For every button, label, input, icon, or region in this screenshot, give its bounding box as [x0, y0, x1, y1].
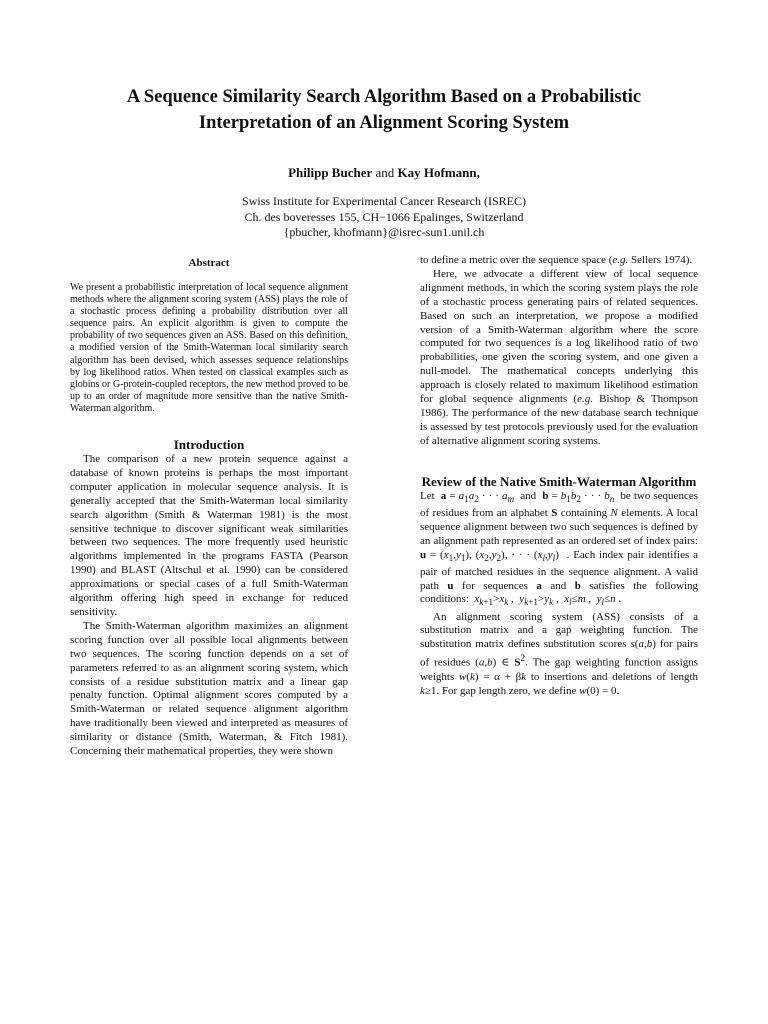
intro-paragraph-4: Here, we advocate a different view of local sequence alignment methods, in which the scoring system plays the role of a stochastic process generating pairs of related sequences. Based on such an interpretation, we propose a modified version of a Smith-Waterman algorithm where the score computed for two sequences is a log likelihood ratio of two probabilities, one given the scoring system, and one given a null-model. The mathematical concepts underlying this approach is closely related to maximum likelihood estimation for global sequence alignments (e.g. Bishop & Thompson 1986). The performance of the new database search technique is assessed by test protocols previously used for the evaluation of alternative alignment scoring systems. — [420, 267, 698, 447]
paper-title: A Sequence Similarity Search Algorithm Based on a Probabilistic Interpretation of an Alignment Scoring System — [126, 87, 642, 133]
affiliation-line-2: Ch. des boveresses 155, CH−1066 Epalinges, Switzerland — [244, 209, 524, 224]
intro-paragraph-2: The Smith-Waterman algorithm maximizes an alignment scoring function over all possible local alignments between two sequences. The scoring function depends on a set of parameters referred to as an alignment scoring system, which consists of a residue substitution matrix and a linear gap penalty function. Optimal alignment scores computed by a Smith-Waterman or related sequence alignment algorithm have traditionally been viewed and interpreted as measures of similarity or distance (Smith, Waterman, & Fitch 1981). Concerning their mathematical properties, they were shown — [70, 619, 348, 758]
intro-paragraph-3: to define a metric over the sequence space (e.g. Sellers 1974). — [420, 254, 693, 266]
left-column — [70, 254, 348, 759]
abstract-text: We present a probabilistic interpretation of local sequence alignment methods where the alignment scoring system (ASS) plays the role of a stochastic process defining a probability distribution over all sequence pairs. An explicit algorithm is given to compute the probability of two sequences given an ASS. Based on this definition, a modified version of the Smith-Waterman local similarity search algorithm has been devised, which assesses sequence relationships by log likelihood ratios. When tested on classical examples such as globins or G-protein-coupled receptors, the new method proved to be up to an order of magnitude more sensitive than the native Smith-Waterman algorithm. — [70, 282, 348, 414]
abstract-heading: Abstract — [188, 257, 230, 269]
intro-paragraph-1: The comparison of a new protein sequence against a database of known proteins is perhaps the most important computer application in molecular sequence analysis. It is generally accepted that the Smith-Waterman local similarity search algorithm (Smith & Waterman 1981) is the most sensitive technique to discover significant weak similarities between two sequences. The more frequently used heuristic algorithms implemented in the programs FASTA (Pearson 1990) and BLAST (Altschul et al. 1990) can be considered approximations or special cases of a full Smith-Waterman algorithm offering high speed in exchange for reduced sensitivity. — [70, 453, 348, 618]
author-connector: and — [375, 165, 395, 180]
author-line — [70, 165, 698, 181]
affiliation-email: {pbucher, khofmann}@isrec-sun1.unil.ch — [283, 225, 485, 239]
introduction-heading: Introduction — [173, 437, 245, 453]
affiliation-line-1: Swiss Institute for Experimental Cancer Research (ISREC) — [242, 194, 526, 208]
two-column-body — [70, 254, 698, 759]
affiliation — [70, 194, 698, 241]
author-2: Kay Hofmann, — [397, 165, 480, 180]
author-1: Philipp Bucher — [288, 165, 373, 180]
review-paragraph-1: Let $a = a_1a_2$ · · · $a_m$ and $b = b_1b_2$ · · · $b_n$ be two sequences of residues from an alphabet S containing N elements. A local sequence alignment between two such sequences is defined by an alignment path represented as an ordered set of index pairs: $u = (x_1,y_1)$, $(x_2,y_2)$, · · · $(x_l,y_l)$ . Each index pair identifies a pair of matched residues in the sequence alignment. A valid path u for sequences a and b satisfies the following conditions: $x_{k+1}>x_k$ , $y_{k+1}>y_k$ , $x_l\le m$ , $y_l\le n$ . — [420, 489, 699, 608]
review-heading: Review of the Native Smith-Waterman Algorithm — [421, 473, 697, 489]
right-column — [420, 254, 698, 759]
review-paragraph-2: An alignment scoring system (ASS) consists of a substitution matrix and a gap weighting function. The substitution matrix defines substitution scores s(a,b) for pairs of residues (a,b) ∈ $S^2$. The gap weighting function assigns weights w(k) = α + βk to insertions and deletions of length k≥1. For gap length zero, we define w(0) = 0. — [420, 610, 699, 697]
